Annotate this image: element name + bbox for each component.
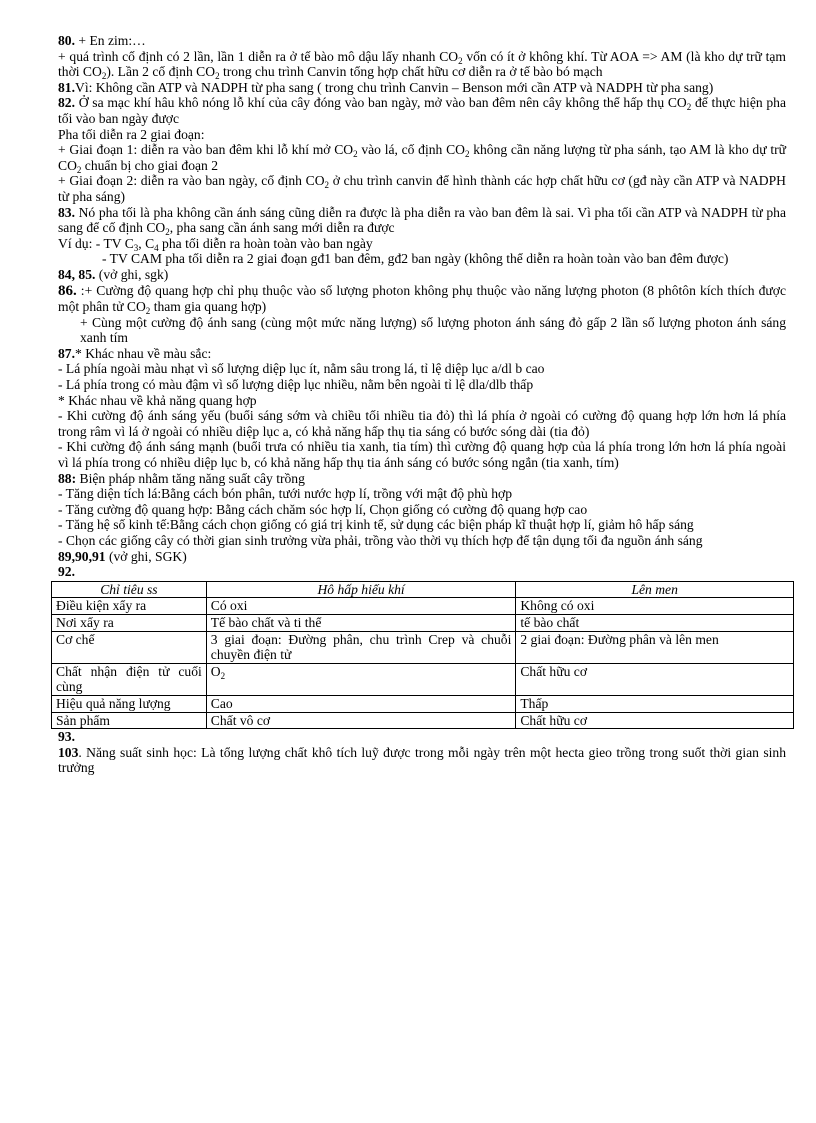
table-row bbox=[52, 614, 794, 631]
q88-line: - Chọn các giống cây có thời gian sinh trưởng vừa phải, trồng vào thời vụ thích hợp để tận dụng tối đa nguồn ánh sáng bbox=[58, 533, 703, 548]
table-cell: Chất hữu cơ bbox=[516, 712, 794, 729]
q103-number: 103 bbox=[58, 744, 79, 760]
q88-line: - Tăng hệ số kinh tế:Bằng cách chọn giống có giá trị kinh tế, sử dụng các biện pháp kĩ thuật hợp lí, giảm hô hấp sáng bbox=[58, 517, 694, 533]
q87-line: * Khác nhau về khả năng quang hợp bbox=[58, 392, 257, 408]
q80-part-c: ). Lần 2 cố định CO bbox=[106, 64, 216, 80]
table-cell: Tế bào chất và ti thể bbox=[206, 614, 516, 631]
subscript: 2 bbox=[324, 180, 330, 191]
q82-number: 82. bbox=[58, 95, 75, 111]
q87-line: * Khác nhau về màu sắc: bbox=[75, 345, 212, 361]
q82-s1-c: không cần năng lượng từ pha sánh, tạo AM là kho dự trữ CO bbox=[58, 142, 786, 173]
subscript: 2 bbox=[458, 55, 463, 66]
table-header: Hô hấp hiếu khí bbox=[206, 581, 516, 598]
q82-part-b: để thực hiện pha tối vào ban ngày được bbox=[58, 95, 787, 126]
q82-stage1 bbox=[58, 142, 786, 173]
table-row bbox=[52, 695, 794, 712]
q82-stage2 bbox=[58, 173, 786, 204]
q83-body bbox=[58, 205, 786, 236]
table-cell: Cơ chế bbox=[52, 631, 207, 663]
subscript: 2 bbox=[101, 71, 107, 82]
q86-line2: + Cùng một cường độ ánh sang (cùng một mức năng lượng) số lượng photon ánh sáng đỏ gấp 2 lần số lượng photon ánh sáng xanh tím bbox=[80, 314, 786, 346]
q84-85 bbox=[58, 267, 786, 283]
table-row bbox=[52, 598, 794, 615]
table-cell bbox=[206, 663, 516, 695]
subscript: 2 bbox=[353, 149, 358, 160]
table-cell: Hiệu quả năng lượng bbox=[52, 695, 207, 712]
table-cell: Chất nhận điện tử cuối cùng bbox=[52, 663, 207, 695]
subscript: 2 bbox=[76, 164, 82, 175]
subscript: 2 bbox=[215, 71, 220, 82]
q88-title bbox=[58, 471, 786, 487]
table-cell: Không có oxi bbox=[516, 598, 794, 615]
q86-part-a: :+ Cường độ quang hợp chỉ phụ thuộc vào số lượng photon không phụ thuộc vào năng lượng photon (8 phôtôn kích thích được một phân tử CO bbox=[58, 282, 786, 315]
q81-body bbox=[58, 80, 786, 96]
table-cell: 2 giai đoạn: Đường phân và lên men bbox=[516, 631, 794, 663]
q80-part-b: vốn có ít ở không khí. Từ AOA => AM (là kho dự trữ tạm thời CO bbox=[58, 48, 786, 80]
q89-91-number: 89,90,91 bbox=[58, 548, 106, 564]
q82-s2-a: + Giai đoạn 2: diễn ra vào ban ngày, cố định CO bbox=[58, 173, 325, 189]
q81-number: 81. bbox=[58, 79, 75, 95]
q87-line: - Lá phía ngoài màu nhạt vì số lượng diệp lục ít, nằm sâu trong lá, tỉ lệ diệp lục a/dl b cao bbox=[58, 361, 545, 377]
q83-ex-a: Ví dụ: - TV C bbox=[58, 235, 134, 251]
q92-number: 92. bbox=[58, 564, 75, 580]
subscript: 2 bbox=[220, 670, 226, 681]
q87-line: - Khi cường độ ánh sáng mạnh (buổi trưa có nhiều tia xanh, tia tím) thì cường độ quang hợp của lá phía trong lớn hơn lá phía ngoài vì lá phía trong có nhiều diệp lục b, có khả năng hấp thụ tia ánh sáng có bước sóng ngắn (tia xanh, tím) bbox=[58, 439, 786, 471]
q82-s1-d: chuẩn bị cho giai đoạn 2 bbox=[81, 157, 219, 173]
table-row bbox=[52, 712, 794, 729]
q80-part-a: + quá trình cố định có 2 lần, lần 1 diễn ra ở tế bào mô dậu lấy nhanh CO bbox=[58, 48, 459, 64]
q84-85-text: (vở ghi, sgk) bbox=[95, 266, 169, 282]
q86-part-b: tham gia quang hợp) bbox=[150, 299, 267, 315]
table-cell: 3 giai đoạn: Đường phân, chu trình Crep và chuỗi chuyền điện tử bbox=[206, 631, 516, 663]
q82-line2: Pha tối diễn ra 2 giai đoạn: bbox=[58, 126, 205, 142]
q81-text: Vì: Không cần ATP và NADPH từ pha sang ( trong chu trình Canvin – Benson mới cần ATP và NADPH từ pha sang) bbox=[75, 79, 714, 95]
oxygen-symbol: O bbox=[210, 663, 221, 679]
q87-line: - Lá phía trong có màu đậm vì số lượng diệp lục nhiều, nằm bên ngoài tỉ lệ dla/dlb thấp bbox=[58, 377, 534, 393]
q83-number: 83. bbox=[58, 204, 75, 220]
q86-number: 86. bbox=[58, 282, 77, 299]
table-cell: Chất hữu cơ bbox=[516, 663, 794, 695]
q80-number: 80. bbox=[58, 33, 75, 48]
table-cell: Nơi xẩy ra bbox=[52, 614, 207, 631]
subscript: 2 bbox=[145, 306, 151, 317]
subscript: 3 bbox=[133, 242, 139, 253]
q83-ex-b: , C bbox=[138, 235, 155, 251]
q87-line: - Khi cường độ ánh sáng yếu (buổi sáng sớm và chiều tối nhiều tia đỏ) thì lá phía ở ngoài có cường độ quang hợp lớn hơn lá phía trong râm vì lá ở ngoài có nhiều diệp lục a, có khả năng hấp thụ tia sáng có bước sóng dài (tia đỏ) bbox=[58, 408, 786, 439]
q83-example bbox=[58, 236, 786, 252]
table-cell: Thấp bbox=[516, 695, 794, 712]
table-cell: Sản phẩm bbox=[52, 712, 207, 729]
subscript: 2 bbox=[165, 227, 170, 238]
q89-91-text: (vở ghi, SGK) bbox=[105, 548, 187, 564]
table-row bbox=[52, 663, 794, 695]
q87-number: 87. bbox=[58, 345, 75, 361]
q86-body bbox=[58, 283, 786, 315]
q89-91 bbox=[58, 549, 786, 565]
table-cell: Có oxi bbox=[206, 598, 516, 615]
q82-body bbox=[58, 95, 786, 126]
q80-part-d: trong chu trình Canvin tổng hợp chất hữu cơ diễn ra ở tế bào bó mạch bbox=[219, 64, 603, 80]
q103-body bbox=[58, 745, 786, 776]
subscript: 2 bbox=[464, 149, 470, 160]
table-row bbox=[52, 631, 794, 663]
table-cell: tế bào chất bbox=[516, 614, 794, 631]
q82-s1-a: + Giai đoạn 1: diễn ra vào ban đêm khi lỗ khí mở CO bbox=[58, 142, 354, 158]
q83-ex-c: pha tối diễn ra hoàn toàn vào ban ngày bbox=[158, 235, 373, 251]
q82-s2-b: ở chu trình canvin để hình thành các hợp chất hữu cơ (gđ này cần ATP và NADPH từ pha sáng) bbox=[58, 173, 786, 204]
subscript: 2 bbox=[686, 102, 692, 113]
q83-part-b: , pha sang cần ánh sang mới diễn ra được bbox=[169, 220, 395, 236]
comparison-table bbox=[51, 581, 794, 729]
q83-cam: - TV CAM pha tối diễn ra 2 giai đoạn gđ1 ban đêm, gđ2 ban ngày (không thể diễn ra hoàn toàn vào ban đêm được) bbox=[102, 251, 729, 267]
q80-line1 bbox=[58, 33, 786, 49]
q80-text: + En zim:… bbox=[75, 33, 146, 48]
q93-number: 93. bbox=[58, 729, 75, 745]
subscript: 4 bbox=[154, 242, 159, 253]
q88-line: - Tăng diện tích lá:Bằng cách bón phân, tưới nước hợp lí, trồng với mật độ phù hợp bbox=[58, 486, 513, 502]
table-cell: Chất vô cơ bbox=[206, 712, 516, 729]
table-cell: Cao bbox=[206, 695, 516, 712]
q88-line: - Tăng cường độ quang hợp: Bằng cách chăm sóc hợp lí, Chọn giống có cường độ quang hợp cao bbox=[58, 501, 588, 517]
q82-s1-b: vào lá, cố định CO bbox=[357, 142, 465, 158]
table-header: Lên men bbox=[516, 581, 794, 598]
q84-85-number: 84, 85. bbox=[58, 266, 96, 282]
q82-part-a: Ở sa mạc khí hâu khô nóng lỗ khí của cây đóng vào ban ngày, mở vào ban đêm nên cây không thể hấp thụ CO bbox=[75, 95, 687, 111]
table-header-row bbox=[52, 581, 794, 598]
q87-title bbox=[58, 346, 786, 362]
q88-heading: Biện pháp nhằm tăng năng suất cây trồng bbox=[76, 470, 305, 486]
q103-text: . Năng suất sinh học: Là tổng lượng chất khô tích luỹ được trong mỗi ngày trên một hecta gieo trồng trong suốt thời gian sinh trưởng bbox=[58, 744, 786, 776]
q83-part-a: Nó pha tối là pha không cần ánh sáng cũng diễn ra được là pha diễn ra vào ban đêm là sai. Vì pha tối cần ATP và NADPH từ pha sang để cố định CO bbox=[58, 204, 786, 236]
q80-body bbox=[58, 49, 786, 80]
document-page bbox=[58, 33, 786, 776]
table-header: Chỉ tiêu ss bbox=[52, 581, 207, 598]
table-cell: Điều kiện xẩy ra bbox=[52, 598, 207, 615]
q88-number: 88: bbox=[58, 470, 77, 486]
